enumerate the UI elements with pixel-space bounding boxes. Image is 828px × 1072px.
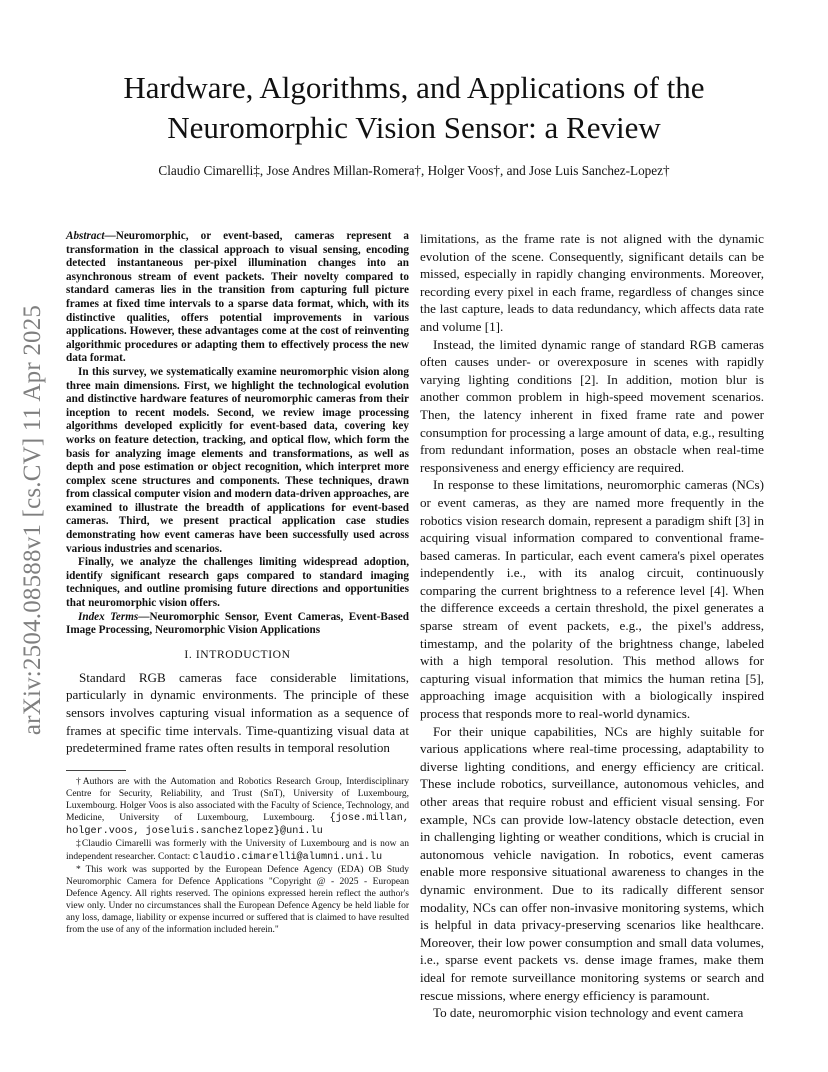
intro-paragraph-1: Standard RGB cameras face considerable limitations, particularly in dynamic environments. The principle of these sensors involves capturing visual information as a sequence of frames at specific time intervals. Time-quantizing visual data at predetermined frame rates often results in temporal resolution xyxy=(66,669,409,756)
index-terms-paragraph: Index Terms—Neuromorphic Sensor, Event Cameras, Event-Based Image Processing, Neuromorphic Vision Applications xyxy=(66,610,409,637)
abstract-paragraph-3: Finally, we analyze the challenges limiting widespread adoption, identify significant research gaps compared to standard imaging techniques, and outline promising future directions and opportunities that neuromorphic vision offers. xyxy=(66,556,409,610)
index-terms xyxy=(66,611,409,638)
contact-email: claudio.cimarelli@alumni.uni.lu xyxy=(192,851,383,863)
footnote-funding: * This work was supported by the European Defence Agency (EDA) OB Study Neuromorphic Camera for Defence Applications "Copyright @ - 2025 - European Defence Agency. All rights reserved. The opinions expressed herein reflect the author's view only. Under no circumstances shall the European Defence Agency be held liable for any loss, damage, liability or expense incurred or suffered that is claimed to have resulted from the use of any of the information included herein." xyxy=(66,864,409,936)
footnote-rule xyxy=(66,770,126,771)
section-heading-introduction: I. INTRODUCTION xyxy=(184,647,291,661)
right-paragraph-5: To date, neuromorphic vision technology and event camera xyxy=(433,1005,744,1021)
intro-left-body xyxy=(66,669,409,757)
abstract-label: Abstract xyxy=(66,230,105,242)
paper-title xyxy=(60,68,768,148)
footnote-cimarelli: ‡Claudio Cimarelli was formerly with the University of Luxembourg and is now an independent researcher. Contact: claudio.cimarelli@alumni.uni.lu xyxy=(66,839,409,863)
footnotes xyxy=(66,776,409,936)
title-line-2: Neuromorphic Vision Sensor: a Review xyxy=(167,110,661,145)
index-terms-label: Index Terms xyxy=(78,610,139,623)
author-list: Claudio Cimarelli‡, Jose Andres Millan-Romera†, Holger Voos†, and Jose Luis Sanchez-Lopez† xyxy=(158,163,670,178)
title-line-1: Hardware, Algorithms, and Applications of the xyxy=(123,70,705,105)
right-paragraph-4: For their unique capabilities, NCs are highly suitable for various applications where real-time processing, adaptability to diverse lighting conditions, and energy efficiency are critical. These include robotics, surveillance, autonomous vehicles, and other areas that require robust and efficient visual sensing. For example, NCs can provide low-latency obstacle detection, even in challenging lighting or weather conditions, which is crucial in autonomous vehicle navigation. In robotics, event cameras enable more responsive situational awareness to changes in the dynamic environment. Due to its radically different sensor modality, NCs can offer non-invasive monitoring systems, which is helpful in data privacy-preserving scenarios like healthcare. Moreover, their low power consumption and small data volumes, i.e., sparse event packets vs. dense image frames, make them ideal for remote surveillance monitoring systems or search and rescue missions, where energy efficiency is paramount. xyxy=(420,723,764,1003)
left-column xyxy=(66,230,409,757)
right-paragraph-3: In response to these limitations, neuromorphic cameras (NCs) or event cameras, as they are named more frequently in the robotics vision research domain, represent a paradigm shift [3] in acquiring visual information compared to conventional frame-based cameras. In particular, each event camera's pixel operates independently i.e., with its analog circuit, continuously comparing the current brightness to a reference level [4]. When the difference exceeds a certain threshold, the pixel generates a sparse stream of event packets, e.g., the pixel's address, timestamp, and the polarity of the brightness change, labeled with a high temporal resolution. This method allows for capturing visual information that mimics the human retina [5], approaching image acquisition with a biologically inspired process that responds more to real-world dynamics. xyxy=(420,477,764,722)
abstract-paragraph-1: Abstract—Neuromorphic, or event-based, cameras represent a transformation in the classical approach to visual sensing, encoding detected instantaneous per-pixel illumination changes into an asynchronous stream of event packets. Their novelty compared to standard cameras lies in the transition from capturing full picture frames at fixed time intervals to a sparse data format, which, with its distinctive qualities, offers potential improvements in various applications. However, these advantages come at the cost of reinventing algorithmic procedures or adapting them to effectively process the new data format. xyxy=(66,230,409,365)
arxiv-sidebar-stamp xyxy=(8,270,58,770)
arxiv-id: arXiv:2504.08588v1 [cs.CV] 11 Apr 2025 xyxy=(19,304,46,736)
author-emails: {jose.millan, holger.voos, joseluis.sanchezlopez}@uni.lu xyxy=(66,813,409,838)
right-paragraph-2: Instead, the limited dynamic range of standard RGB cameras often causes under- or overexposure in scenes with rapidly varying lighting conditions [2]. In addition, motion blur is another common problem in high-speed movement scenarios. Then, the latency inherent in fixed frame rate and power consumption for processing a large amount of data, e.g., resulting from redundant information, poses an obstacle when real-time responsiveness and energy efficiency are required. xyxy=(420,336,764,475)
footnote-affiliation: †Authors are with the Automation and Robotics Research Group, Interdisciplinary Centre for Security, Reliability, and Trust (SnT), University of Luxembourg, Luxembourg. Holger Voos is also associated with the Faculty of Science, Technology, and Medicine, University of Luxembourg, Luxembourg. {jose.millan, holger.voos, joseluis.sanchezlopez}@uni.lu xyxy=(66,777,409,838)
right-paragraph-1: limitations, as the frame rate is not aligned with the dynamic evolution of the scene. Consequently, significant details can be missed, especially in rapidly changing environments. Moreover, recording every pixel in each frame, regardless of changes since the last capture, leads to data redundancy, which affects data rate and volume [1]. xyxy=(420,231,764,334)
abstract xyxy=(66,230,409,611)
abstract-paragraph-2: In this survey, we systematically examine neuromorphic vision along three main dimensions. First, we highlight the technological evolution and distinctive hardware features of neuromorphic cameras from their inception to recent models. Second, we review image processing algorithms developed explicitly for event-based data, covering key works on feature detection, tracking, and optical flow, which form the basis for analyzing image elements and transformations, as well as depth and pose estimation or object recognition, which interpret more complex scene structures and components. These techniques, drawn from classical computer vision and modern data-driven approaches, are examined to illustrate the breadth of applications for event-based cameras. Third, we present practical application case studies demonstrating how event cameras have been successfully used across various industries and scenarios. xyxy=(66,365,409,555)
right-column xyxy=(420,230,764,1022)
